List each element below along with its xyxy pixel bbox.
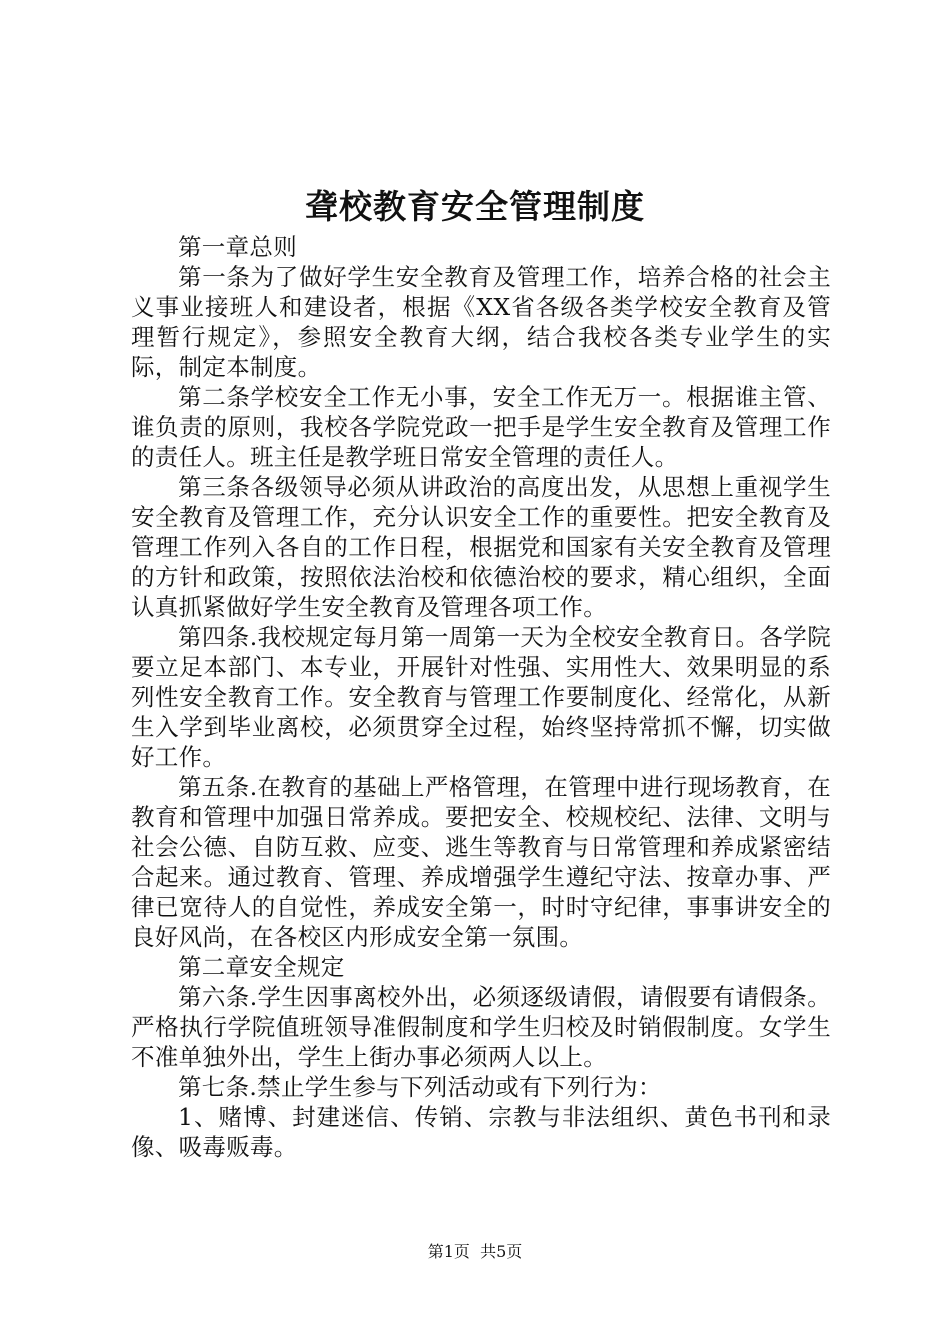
- chapter-heading-2: 第二章安全规定: [178, 953, 345, 981]
- chapter-heading-1: 第一章总则: [178, 233, 297, 261]
- article-3: 第三条各级领导必须从讲政治的高度出发，从思想上重视学生安全教育及管理工作，充分认识安全工作的重要性。把安全教育及管理工作列入各自的工作日程，根据党和国家有关安全教育及管理的方针和政策，按照依法治校和依德治校的要求，精心组织，全面认真抓紧做好学生安全教育及管理各项工作。: [131, 473, 831, 621]
- article-7: 第七条.禁止学生参与下列活动或有下列行为：: [178, 1073, 662, 1101]
- document-body: [131, 232, 831, 1162]
- article-7-item-1: 1、赌博、封建迷信、传销、宗教与非法组织、黄色书刊和录像、吸毒贩毒。: [131, 1103, 831, 1161]
- article-1: 第一条为了做好学生安全教育及管理工作，培养合格的社会主义事业接班人和建设者，根据《XX省各级各类学校安全教育及管理暂行规定》，参照安全教育大纲，结合我校各类专业学生的实际，制定本制度。: [131, 263, 831, 381]
- page-number-label: 第1页 共5页: [427, 1242, 523, 1261]
- article-6: 第六条.学生因事离校外出，必须逐级请假，请假要有请假条。严格执行学院值班领导准假制度和学生归校及时销假制度。女学生不准单独外出，学生上街办事必须两人以上。: [131, 983, 831, 1071]
- article-4: 第四条.我校规定每月第一周第一天为全校安全教育日。各学院要立足本部门、本专业，开展针对性强、实用性大、效果明显的系列性安全教育工作。安全教育与管理工作要制度化、经常化，从新生入学到毕业离校，必须贯穿全过程，始终坚持常抓不懈，切实做好工作。: [131, 623, 831, 771]
- article-5: 第五条.在教育的基础上严格管理，在管理中进行现场教育，在教育和管理中加强日常养成。要把安全、校规校纪、法律、文明与社会公德、自防互救、应变、逃生等教育与日常管理和养成紧密结合起来。通过教育、管理、养成增强学生遵纪守法、按章办事、严律已宽待人的自觉性，养成安全第一，时时守纪律，事事讲安全的良好风尚，在各校区内形成安全第一氛围。: [131, 773, 831, 951]
- page-footer: [0, 1240, 950, 1264]
- document-title: 聋校教育安全管理制度: [305, 187, 645, 226]
- article-2: 第二条学校安全工作无小事，安全工作无万一。根据谁主管、谁负责的原则，我校各学院党政一把手是学生安全教育及管理工作的责任人。班主任是教学班日常安全管理的责任人。: [131, 383, 831, 471]
